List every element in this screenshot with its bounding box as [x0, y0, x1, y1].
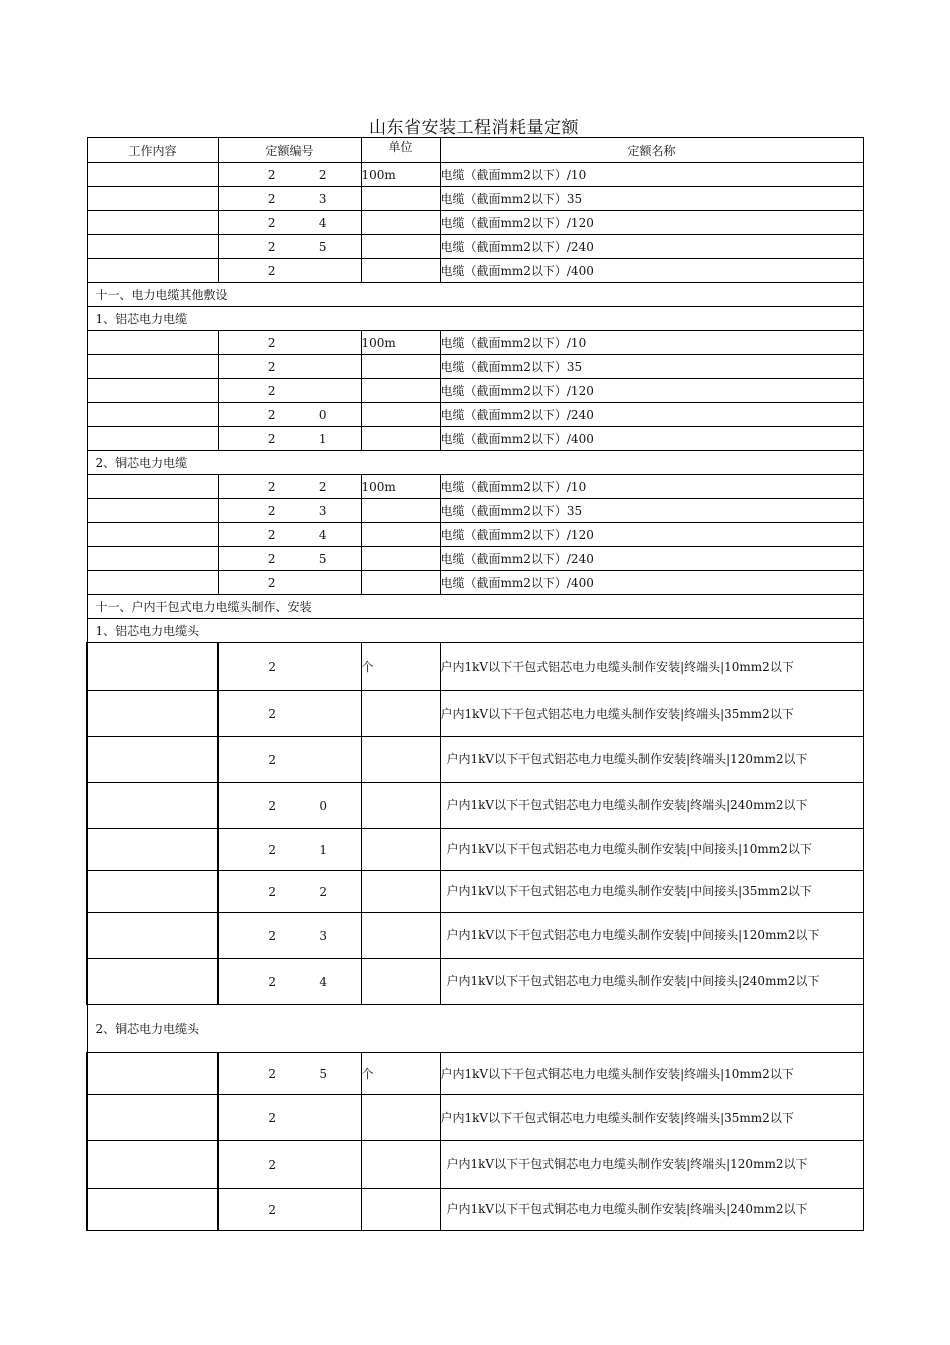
page-title: 山东省安装工程消耗量定额	[369, 118, 579, 138]
header-unit: 单位	[361, 138, 440, 163]
table-row: 2 3 电缆（截面mm2以下）35	[87, 499, 863, 523]
table-row: 2 户内1kV以下干包式铝芯电力电缆头制作安装|终端头|120mm2以下	[87, 737, 863, 783]
table-row: 2 户内1kV以下干包式铜芯电力电缆头制作安装|终端头|240mm2以下	[87, 1189, 863, 1231]
table-row: 2 电缆（截面mm2以下）/400	[87, 259, 863, 283]
table-row: 2 2 100m 电缆（截面mm2以下）/10	[87, 475, 863, 499]
table-row: 2 户内1kV以下干包式铜芯电力电缆头制作安装|终端头|120mm2以下	[87, 1141, 863, 1189]
table-row: 2 0 户内1kV以下干包式铝芯电力电缆头制作安装|终端头|240mm2以下	[87, 783, 863, 829]
subsection-heading: 1、铝芯电力电缆头	[87, 619, 863, 643]
section-heading: 十一、户内干包式电力电缆头制作、安装	[87, 595, 863, 619]
table-row: 2 3 电缆（截面mm2以下）35	[87, 187, 863, 211]
subsection-heading: 1、铝芯电力电缆	[87, 307, 863, 331]
table-row: 2 电缆（截面mm2以下）35	[87, 355, 863, 379]
table-row: 2 电缆（截面mm2以下）/120	[87, 379, 863, 403]
table-row: 2 1 电缆（截面mm2以下）/400	[87, 427, 863, 451]
table-row: 2 4 电缆（截面mm2以下）/120	[87, 523, 863, 547]
header-quota-name: 定额名称	[440, 138, 863, 163]
header-work-content: 工作内容	[87, 138, 218, 163]
table-row: 2 1 户内1kV以下干包式铝芯电力电缆头制作安装|中间接头|10mm2以下	[87, 829, 863, 871]
table-row: 2 户内1kV以下干包式铝芯电力电缆头制作安装|终端头|35mm2以下	[87, 691, 863, 737]
table-row: 2 5 电缆（截面mm2以下）/240	[87, 547, 863, 571]
table-row: 2 3 户内1kV以下干包式铝芯电力电缆头制作安装|中间接头|120mm2以下	[87, 913, 863, 959]
table-row: 2 4 电缆（截面mm2以下）/120	[87, 211, 863, 235]
table-row: 2 户内1kV以下干包式铜芯电力电缆头制作安装|终端头|35mm2以下	[87, 1095, 863, 1141]
table-row: 2 2 100m 电缆（截面mm2以下）/10	[87, 163, 863, 187]
table-row: 2 电缆（截面mm2以下）/400	[87, 571, 863, 595]
table-row: 2 100m 电缆（截面mm2以下）/10	[87, 331, 863, 355]
quota-table	[86, 137, 864, 1231]
table-header-row	[87, 138, 863, 163]
table-row: 2 个 户内1kV以下干包式铝芯电力电缆头制作安装|终端头|10mm2以下	[87, 643, 863, 691]
header-quota-code: 定额编号	[218, 138, 361, 163]
table-row: 2 2 户内1kV以下干包式铝芯电力电缆头制作安装|中间接头|35mm2以下	[87, 871, 863, 913]
table-row: 2 5 个 户内1kV以下干包式铜芯电力电缆头制作安装|终端头|10mm2以下	[87, 1053, 863, 1095]
subsection-heading: 2、铜芯电力电缆	[87, 451, 863, 475]
table-row: 2 5 电缆（截面mm2以下）/240	[87, 235, 863, 259]
table-row: 2 0 电缆（截面mm2以下）/240	[87, 403, 863, 427]
table-row: 2 4 户内1kV以下干包式铝芯电力电缆头制作安装|中间接头|240mm2以下	[87, 959, 863, 1005]
section-heading: 十一、电力电缆其他敷设	[87, 283, 863, 307]
subsection-heading: 2、铜芯电力电缆头	[87, 1005, 863, 1053]
